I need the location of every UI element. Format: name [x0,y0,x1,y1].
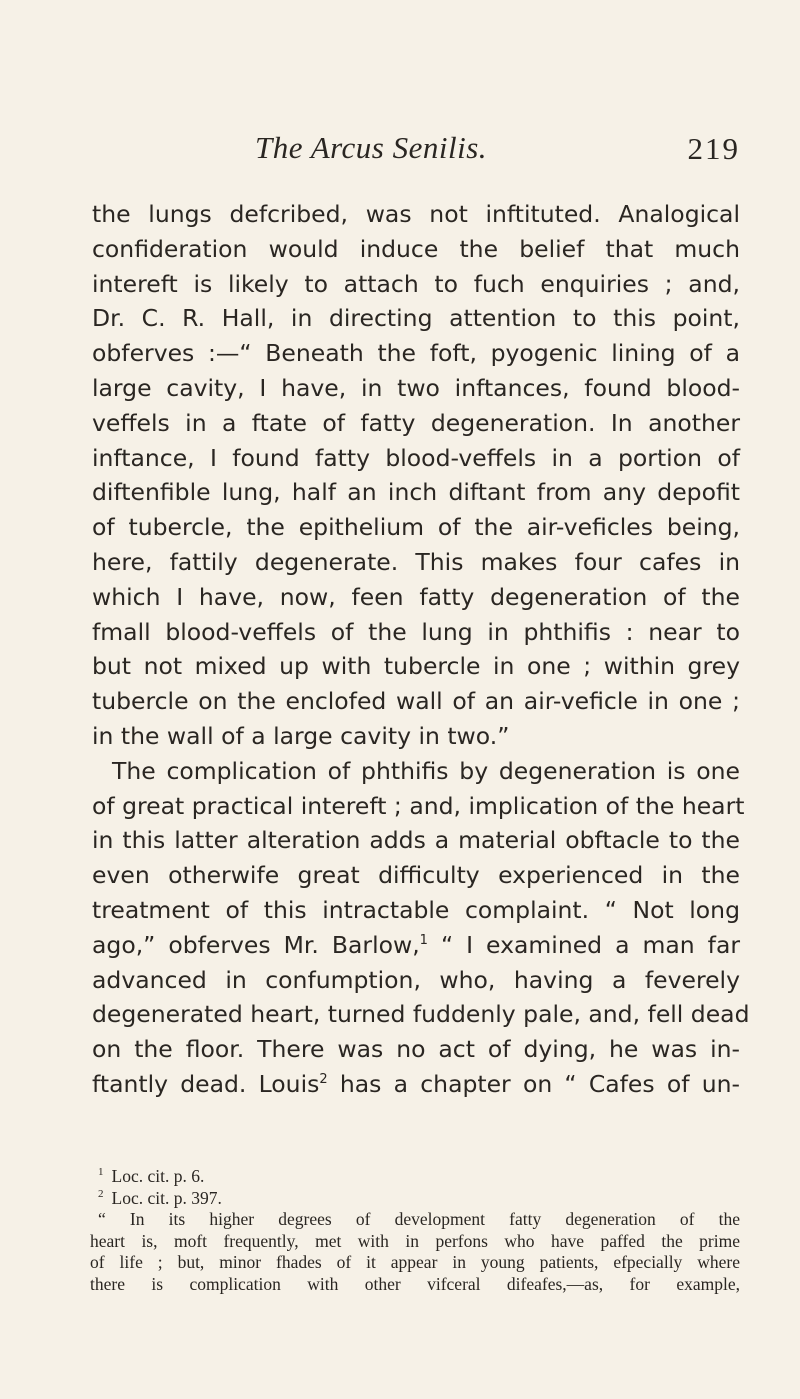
footnote-quote-line: there is complication with other vifceral difeafes,—as, for example, [90,1273,740,1294]
text-line: in the wall of a large cavity in two.” [92,721,510,750]
footnote-2 [90,1188,740,1210]
text-line: obferves :—“ Beneath the foft, pyogenic lining of a [92,339,740,368]
text-line: tubercle on the enclofed wall of an air-veficle in one ; [92,687,740,716]
body-text [92,197,750,1102]
text-line: confideration would induce the belief that much [92,234,740,263]
text-line: but not mixed up with tubercle in one ; within grey [92,652,740,681]
text-line: which I have, now, feen fatty degeneration of the [92,582,740,611]
text-line: treatment of this intractable complaint. “ Not long [92,895,740,924]
running-title: The Arcus Senilis. [255,130,488,165]
text-line: fmall blood-veffels of the lung in phthifis : near to [92,617,740,646]
text-line: of great practical intereft ; and, implication of the heart [92,791,745,820]
text-line: advanced in confumption, who, having a feverely [92,965,740,994]
text-line: on the floor. There was no act of dying, he was in- [92,1035,740,1064]
text-line: in this latter alteration adds a material obftacle to the [92,826,740,855]
text-line: degenerated heart, turned fuddenly pale, and, fell dead [92,1000,750,1029]
text-line: large cavity, I have, in two inftances, found blood- [92,373,740,402]
text-line: veffels in a ftate of fatty degeneration. In another [92,408,740,437]
text-line: the lungs defcribed, was not inftituted. Analogical [92,200,740,228]
footnote-mark: 2 [98,1187,104,1200]
footnote-quote-line: “ In its higher degrees of development fatty degeneration of the [98,1209,740,1229]
text-span: has a chapter on “ Cafes of un- [327,1069,740,1098]
footnote-ref-2: 2 [319,1072,328,1088]
footnote-text: Loc. cit. p. 6. [111,1166,205,1186]
text-span: ftantly dead. Louis [92,1069,320,1098]
footnote-quote-line: of life ; but, minor fhades of it appear in young patients, efpecially where [90,1252,740,1272]
text-line-barlow [92,928,740,963]
text-line: here, fattily degenerate. This makes four cafes in [92,547,740,576]
footnote-ref-1: 1 [419,932,428,948]
running-head [90,130,740,170]
text-line: Dr. C. R. Hall, in directing attention to this point, [92,304,740,333]
text-line: even otherwife great difficulty experienced in the [92,861,740,890]
page-number: 219 [687,131,740,166]
text-span: “ I examined a man far [427,930,741,959]
text-line-louis [92,1067,740,1102]
text-line: inftance, I found fatty blood-veffels in a portion of [92,443,740,472]
footnotes [90,1166,740,1295]
text-span: ago,” obferves Mr. Barlow, [92,930,420,959]
footnote-quote-line: heart is, moft frequently, met with in perfons who have paffed the prime [90,1230,740,1251]
footnote-mark: 1 [98,1166,104,1179]
footnote-text: Loc. cit. p. 397. [111,1187,222,1208]
text-line: The complication of phthifis by degeneration is one [112,756,740,785]
text-line: of tubercle, the epithelium of the air-veficles being, [92,513,740,542]
footnote-1 [90,1166,740,1188]
text-line: intereft is likely to attach to fuch enquiries ; and, [92,269,740,298]
text-line: diftenfible lung, half an inch diftant from any depofit [92,478,740,507]
